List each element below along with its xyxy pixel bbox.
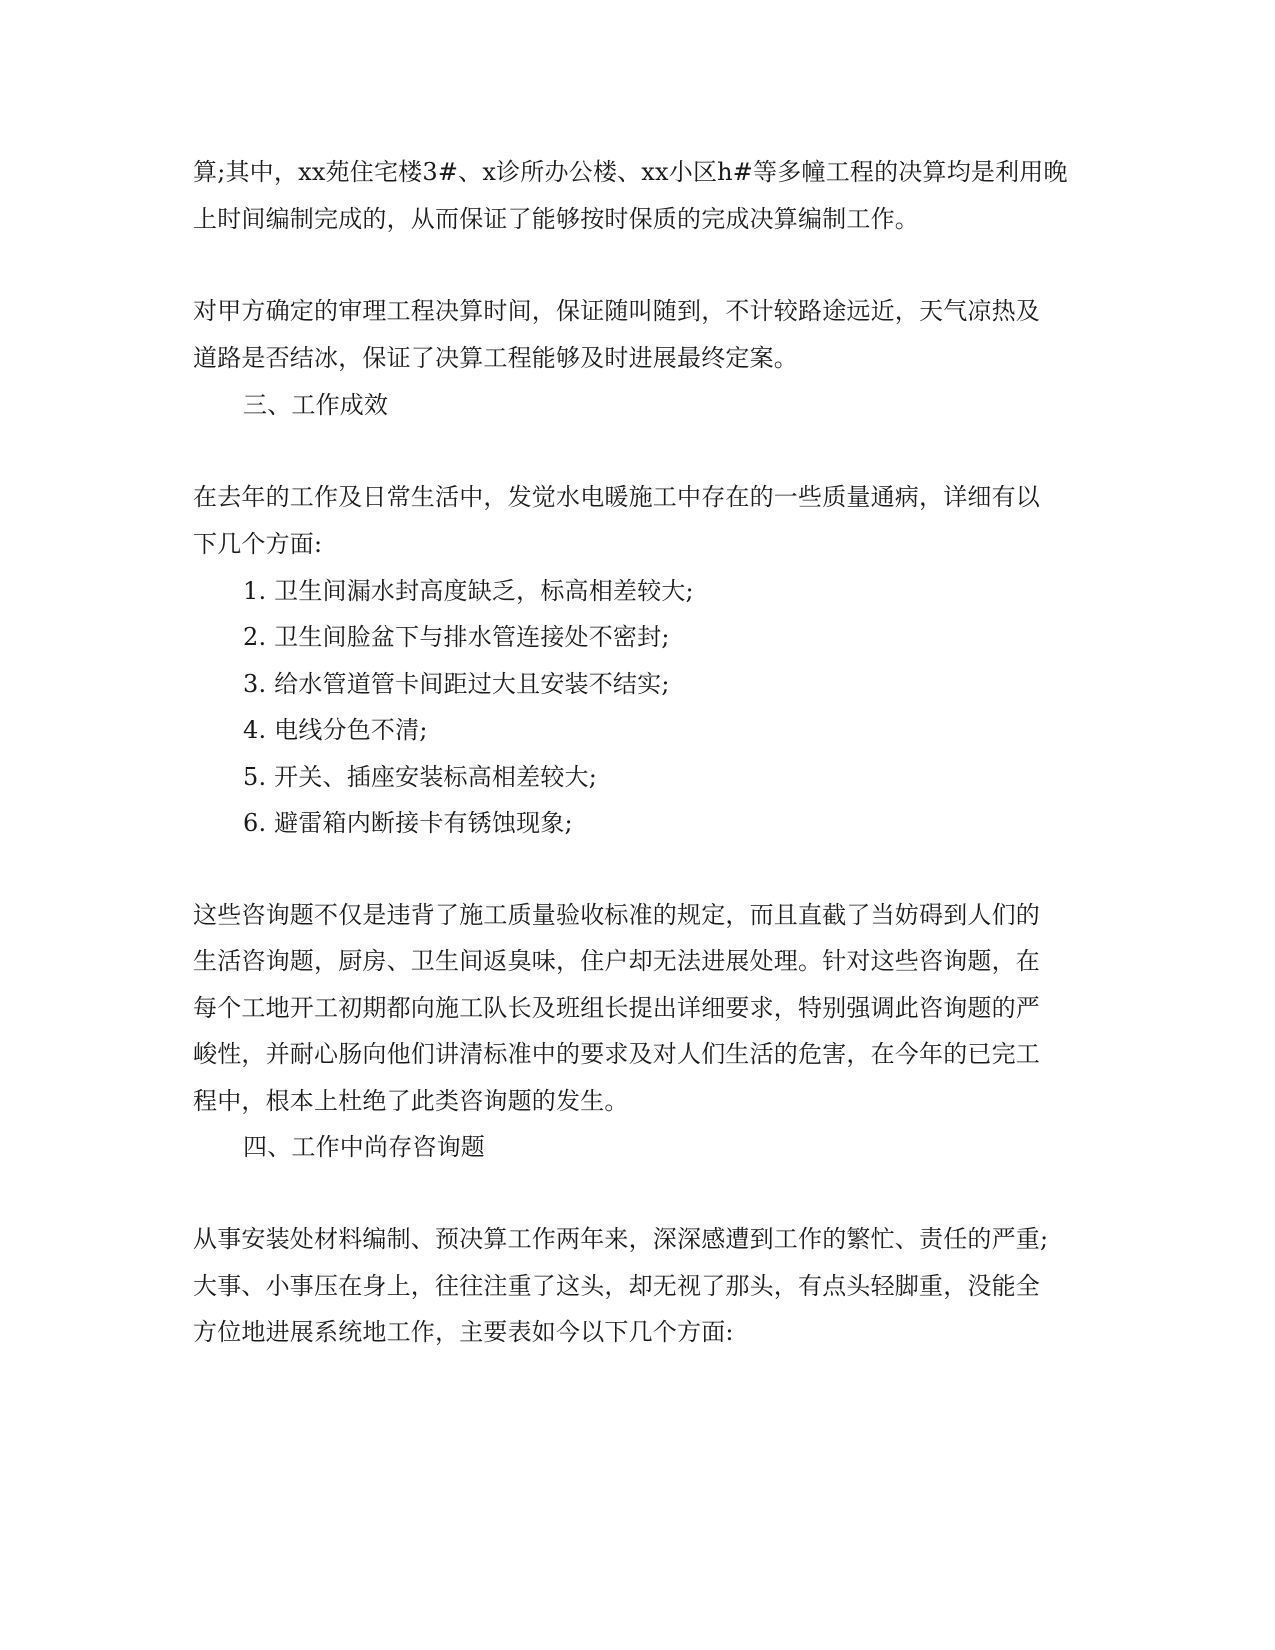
list-item: 1. 卫生间漏水封高度缺乏，标高相差较大; <box>243 577 694 605</box>
paragraph-line: 对甲方确定的审理工程决算时间，保证随叫随到，不计较路途远近，天气凉热及 <box>193 297 1040 325</box>
list-item: 3. 给水管道管卡间距过大且安装不结实; <box>243 670 670 698</box>
paragraph-line: 峻性，并耐心肠向他们讲清标准中的要求及对人们生活的危害，在今年的已完工 <box>193 1040 1040 1068</box>
section-heading-3: 三、工作成效 <box>243 391 389 419</box>
paragraph-line: 生活咨询题，厨房、卫生间返臭味，住户却无法进展处理。针对这些咨询题，在 <box>193 947 1040 975</box>
list-item: 5. 开关、插座安装标高相差较大; <box>243 763 598 791</box>
paragraph-line: 下几个方面: <box>193 530 323 558</box>
paragraph-line: 程中，根本上杜绝了此类咨询题的发生。 <box>193 1087 629 1115</box>
list-item: 6. 避雷箱内断接卡有锈蚀现象; <box>243 809 573 837</box>
paragraph-line: 算;其中，xx苑住宅楼3#、x诊所办公楼、xx小区h#等多幢工程的决算均是利用晚 <box>193 158 1068 186</box>
paragraph-line: 每个工地开工初期都向施工队长及班组长提出详细要求，特别强调此咨询题的严 <box>193 994 1040 1022</box>
paragraph-line: 这些咨询题不仅是违背了施工质量验收标准的规定，而且直截了当妨碍到人们的 <box>193 901 1040 929</box>
section-heading-4: 四、工作中尚存咨询题 <box>243 1133 485 1161</box>
paragraph-line: 大事、小事压在身上，往往注重了这头，却无视了那头，有点头轻脚重，没能全 <box>193 1272 1040 1300</box>
paragraph-line: 方位地进展系统地工作，主要表如今以下几个方面: <box>193 1318 734 1346</box>
paragraph-line: 上时间编制完成的，从而保证了能够按时保质的完成决算编制工作。 <box>193 205 919 233</box>
paragraph-line: 从事安装处材料编制、预决算工作两年来，深深感遭到工作的繁忙、责任的严重; <box>193 1225 1049 1253</box>
list-item: 4. 电线分色不清; <box>243 716 428 744</box>
paragraph-line: 道路是否结冰，保证了决算工程能够及时进展最终定案。 <box>193 344 798 372</box>
paragraph-line: 在去年的工作及日常生活中，发觉水电暖施工中存在的一些质量通病，详细有以 <box>193 483 1040 511</box>
list-item: 2. 卫生间脸盆下与排水管连接处不密封; <box>243 623 670 651</box>
